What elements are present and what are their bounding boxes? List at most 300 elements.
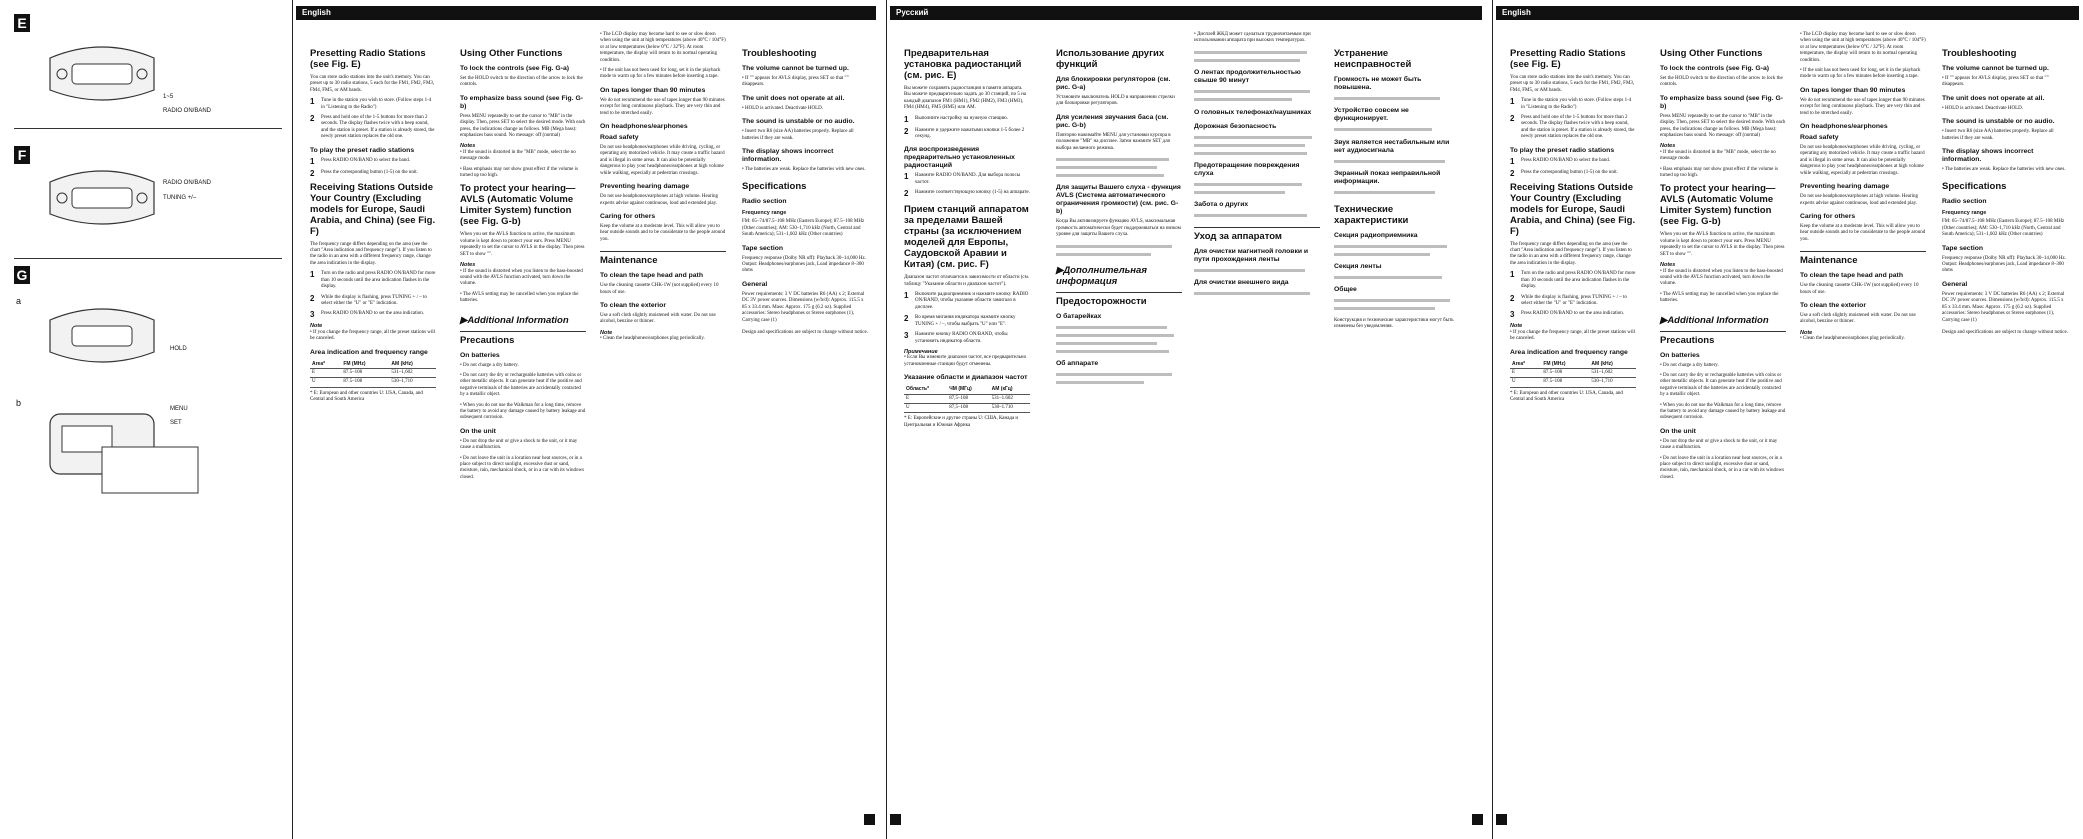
step-text: Turn on the radio and press RADIO ON/BAND for more than 10 seconds until the area indication flashes in the display. [321, 271, 436, 290]
step-number: 1 [904, 291, 909, 301]
subsection-title: Для очистки внешнего вида [1194, 279, 1289, 287]
subsection-title: To emphasize bass sound (see Fig. G-b) [1660, 94, 1783, 110]
page-separator [1492, 0, 1493, 839]
step-text: Нажмите RADIO ON/BAND. Для выбора полосы частот. [915, 173, 1021, 185]
table-note: * E: Европейские и другие страны U: США, Канада и Центральная и Южная Африка [904, 416, 1019, 428]
english-column-3 [600, 32, 726, 347]
trouble-answer: • Insert two R6 (size AA) batteries properly. Replace all batteries if they are weak. [1942, 129, 2068, 142]
table-row [904, 403, 1030, 412]
table-cell: 530–1.710 [990, 403, 1030, 412]
subsection-title: To clean the exterior [1800, 301, 1866, 309]
step [1510, 158, 1636, 166]
step [904, 190, 1030, 198]
section-title: Using Other Functions [1660, 48, 1763, 59]
note-text: • If the sound is distorted in the "MB" mode, select the no message mode. [1660, 150, 1786, 163]
text-placeholder [1194, 142, 1320, 148]
walkman-illustration-e [42, 38, 162, 108]
text-placeholder [1056, 172, 1182, 178]
text-placeholder [1334, 189, 1460, 195]
spec-label: Frequency range [742, 210, 787, 217]
paragraph: The frequency range differs depending on the area (see the chart "Area indication and frequency range"). If you listen to the radio in an area with a different frequency range, change the area indication in the display. [310, 241, 432, 266]
table-title: Area indication and frequency range [1510, 348, 1628, 356]
fig-g-sub-a: a [16, 296, 22, 306]
table-row [904, 394, 1030, 403]
subsection-title: Общее [1334, 286, 1357, 294]
text-placeholder [1334, 243, 1460, 249]
step-text: Нажмите и удержите нажатыми кнопки 1-5 более 2 секунд. [915, 127, 1025, 140]
bullet-text: • Do not leave the unit in a location near heat sources, or in a place subject to direct sunlight, excessive dust or sand, moisture, rain, mechanical shock, or in a car with its windows closed. [460, 456, 586, 482]
step [904, 128, 1030, 141]
frequency-table [310, 360, 436, 388]
text-placeholder [1194, 181, 1320, 187]
table-title: Указание области и диапазон частот [904, 374, 1028, 382]
russian-column-2 [1056, 48, 1182, 387]
step-number: 2 [310, 114, 315, 124]
subsection-title: To clean the tape head and path [1800, 272, 1903, 280]
section-title: Receiving Stations Outside Your Country (Excluding models for Europe, Saudi Arabia, and China) (see Fig. F) [1510, 181, 1636, 237]
table-cell: E [1510, 368, 1541, 377]
section-title: Presetting Radio Stations (see Fig. E) [310, 48, 426, 70]
walkman-illustration-f [42, 162, 162, 232]
step-number: 1 [904, 114, 909, 124]
subsection-title: Для блокировки регуляторов (см. рис. G-a) [1056, 76, 1171, 91]
subsection-title: О батарейках [1056, 312, 1102, 320]
fig-g-label-set: SET [170, 420, 182, 426]
table-row [1510, 368, 1636, 377]
spec-text: FM: 65–74/87.5–108 MHz (Eastern Europe); 87.5–108 MHz (Other countries); AM: 530–1,710 kHz (North, Central and South America); 531–1,602 kHz (Other countries) [742, 219, 865, 238]
table-cell: 531–1,602 [389, 368, 436, 377]
step-text: Tune in the station you wish to store. (Follow steps 1-4 in "Listening to the Radio") [1521, 98, 1632, 110]
text-placeholder [1194, 267, 1320, 273]
table-cell: U [310, 378, 341, 387]
trouble-answer: • If "" appears for AVLS display, press SET so that "" disappears. [742, 76, 868, 89]
subsection-title: Road safety [1800, 134, 1839, 142]
table-header-row [1510, 360, 1636, 369]
section-title: Предварительная установка радиостанций (см. рис. E) [904, 48, 1022, 81]
step-text: Press RADIO ON/BAND to set the area indication. [321, 311, 425, 317]
bullet-text: • The LCD display may become hard to see or slow down when using the unit at high temperatures (above 40°C / 104°F) or at low temperatures (below 0°C / 32°F). At room temperature, the display will return to its normal operating condition. [600, 32, 726, 64]
step-number: 1 [1510, 97, 1515, 107]
table-cell: 87.5–108 [1541, 368, 1589, 377]
paragraph: You can store radio stations into the unit's memory. You can preset up to 30 radio stations, 5 each for the FM1, FM2, FM3, FM4, FM5, or AM bands. [1510, 75, 1635, 93]
trouble-question: Экранный показ неправильной информации. [1334, 170, 1441, 186]
page-marker [890, 814, 901, 825]
table-row [1510, 378, 1636, 387]
language-header: English [296, 6, 876, 20]
bullet-text: • Do not carry the dry or rechargeable batteries with coins or other metallic objects. It can generate heat if the positive and negative terminals of the batteries are accidentally contacted by a metallic object. [460, 373, 586, 399]
table-cell: 87,5–108 [947, 394, 989, 403]
bullet-text: • Do not drop the unit or give a shock to the unit, or it may cause a malfunction. [1660, 439, 1786, 452]
subsection-title: Для воспроизведения предварительно установленных радиостанций [904, 146, 1015, 170]
step-text: Press and hold one of the 1-5 buttons for more than 2 seconds. The display flashes twice with a beep sound, and the station is preset. If a station is already stored, the newly preset station replaces the old one. [321, 115, 435, 140]
spec-text: Power requirements: 3 V DC batteries R6 (AA) x 2; External DC 3V power sources. Dimensions (w/h/d): Approx. 115.5 x 85 x 33.4 mm. Mass: Approx. 175 g (6.2 oz). Supplied accessories: Stereo headphones or Stereo earphones (1), Carrying case (1) [1942, 291, 2065, 323]
table-header: ЧМ (МГц) [947, 385, 989, 394]
note-text: • If the sound is distorted when you listen to the bass-boosted sound with the AVLS function activated, turn down the volume. [460, 269, 586, 288]
step-number: 1 [1510, 270, 1515, 280]
russian-column-4 [1334, 48, 1460, 335]
subsection-title: Preventing hearing damage [1800, 183, 1890, 191]
step [904, 332, 1030, 345]
paragraph: Keep the volume at a moderate level. This will allow you to hear outside sounds and to be considerate to the people around you. [1800, 223, 1926, 242]
table-cell: E [904, 394, 947, 403]
subsection-title: Забота о других [1194, 201, 1249, 209]
trouble-answer: • If "" appears for AVLS display, press SET so that "" disappears. [1942, 76, 2068, 89]
table-cell: 87.5–108 [341, 378, 389, 387]
trouble-question: Громкость не может быть повышена. [1334, 76, 1422, 91]
subsection-title: Road safety [600, 134, 639, 142]
english-page-repeat [1496, 0, 2083, 839]
language-header: Русский [890, 6, 1482, 20]
fig-g-label-menu: MENU [170, 406, 188, 412]
table-header: Area* [310, 360, 341, 369]
table-cell: E [310, 368, 341, 377]
section-title: Использование других функций [1056, 48, 1165, 70]
table-cell: 530–1,710 [389, 378, 436, 387]
section-title: Troubleshooting [1942, 48, 2017, 59]
text-placeholder [1056, 340, 1182, 346]
subsection-title: On batteries [1660, 351, 1700, 359]
subsection-title: Дорожная безопасность [1194, 122, 1277, 130]
text-placeholder [1334, 126, 1460, 132]
subsection-title: On the unit [460, 427, 496, 435]
section-title: Прием станций аппаратом за пределами Вашей страны (за исключением моделей для Европы, Саудовской Аравии и Китая) (см. рис. F) [904, 204, 1029, 271]
step-text: Press RADIO ON/BAND to select the band. [321, 157, 411, 163]
note-text: • The AVLS setting may be cancelled when you replace the batteries. [460, 292, 586, 305]
step [310, 158, 436, 166]
paragraph: Set the HOLD switch to the direction of the arrow to lock the controls. [460, 76, 583, 88]
additional-info-text: Additional Information [467, 314, 569, 326]
step [310, 271, 436, 290]
paragraph: We do not recommend the use of tapes longer than 90 minutes except for long continuous playback. They are very thin and tend to be stretched easily. [600, 97, 725, 116]
english-column-2 [460, 48, 586, 485]
note-text: • If the sound is distorted when you listen to the bass-boosted sound with the AVLS function activated, turn down the volume. [1660, 269, 1786, 288]
section-title: Устранение неисправностей [1334, 48, 1412, 70]
text-placeholder [1194, 88, 1320, 94]
step [1510, 115, 1636, 141]
step-text: While the display is flashing, press TUNING + / – to select either the "U" or "E" indication. [1521, 294, 1627, 306]
subsection-title: General [1942, 280, 1968, 288]
page-separator [292, 0, 293, 839]
text-placeholder [1056, 371, 1182, 377]
section-title: Specifications [742, 181, 807, 193]
fig-f-label-2: TUNING +/– [163, 195, 197, 201]
trouble-answer: • HOLD is activated. Deactivate HOLD. [1942, 106, 2068, 112]
step-number: 2 [310, 293, 315, 303]
english-repeat-column-4 [1942, 48, 2068, 340]
paragraph: Press MENU repeatedly to set the cursor to "MB" in the display. Then, press SET to select the desired mode. With each press, the indications change as follows. MB (Mega bass): emphasizes bass sound. No message: off (normal) [460, 113, 586, 139]
step-number: 3 [904, 331, 909, 341]
fig-g-label-hold: HOLD [170, 346, 187, 352]
table-header-row [904, 385, 1030, 394]
step [310, 115, 436, 141]
paragraph: When you set the AVLS function to active, the maximum volume is kept down to protect your ears. Press MENU repeatedly to set the cursor to AVLS in the display. Then press SET to show "". [460, 232, 585, 257]
note-text: • Clean the headphones/earphones plug periodically. [1800, 336, 1926, 342]
text-placeholder [1056, 324, 1182, 330]
english-column-4 [742, 48, 868, 340]
paragraph: The frequency range differs depending on the area (see the chart "Area indication and frequency range"). If you listen to the radio in an area with a different frequency range, change the area indication in the display. [1510, 241, 1632, 266]
step [310, 170, 436, 178]
step-text: Нажмите соответствующую кнопку (1-5) на аппарате. [915, 190, 1030, 196]
trouble-question: The volume cannot be turned up. [742, 65, 849, 72]
step-text: Press the corresponding button (1-5) on the unit. [321, 169, 418, 175]
note-label: Note [310, 323, 323, 330]
paragraph: Установите выключатель HOLD в направлении стрелки для блокировки регуляторов. [1056, 95, 1175, 107]
page-separator [886, 0, 887, 839]
english-page [296, 0, 884, 839]
table-cell: U [904, 403, 947, 412]
spec-text: Frequency response (Dolby NR off): Playback 30–14,000 Hz. Output: Headphones/earphones jack, Load impedance 8–300 ohms [742, 255, 866, 274]
note-text: • The AVLS setting may be cancelled when you replace the batteries. [1660, 292, 1786, 305]
paragraph: When you set the AVLS function to active, the maximum volume is kept down to protect your ears. Press MENU repeatedly to set the cursor to AVLS in the display. Then press SET to show "". [1660, 232, 1785, 257]
bullet-text: • When you do not use the Walkman for a long time, remove the battery to avoid any damage caused by battery leakage and subsequent corrosion. [460, 403, 586, 422]
paragraph: Do not use headphones/earphones at high volume. Hearing experts advise against continuous, loud and extended play. [600, 194, 719, 206]
subsection-title: To play the preset radio stations [310, 146, 415, 154]
bullet-text: • Do not carry the dry or rechargeable batteries with coins or other metallic objects. It can generate heat if the positive and negative terminals of the batteries are accidentally contacted by a metallic object. [1660, 373, 1786, 399]
trouble-question: Устройство совсем не функционирует. [1334, 107, 1409, 123]
table-cell: 87.5–108 [1541, 378, 1589, 387]
bullet-text: • Do not charge a dry battery. [460, 363, 586, 369]
step [1510, 311, 1636, 319]
text-placeholder [1056, 332, 1182, 338]
step [310, 295, 436, 308]
step-number: 2 [310, 168, 315, 178]
text-placeholder [1056, 164, 1182, 170]
table-note: * E: European and other countries U: USA, Canada, and Central and South America [310, 390, 423, 403]
trouble-answer: • The batteries are weak. Replace the batteries with new ones. [742, 167, 868, 173]
subsection-title: Об аппарате [1056, 360, 1099, 368]
table-header: Area* [1510, 360, 1541, 369]
subsection-title: Секция ленты [1334, 262, 1382, 270]
table-header: FM (MHz) [341, 360, 389, 369]
notes-label: Notes [460, 143, 476, 150]
figure-column [0, 0, 290, 839]
step-text: Выполните настройку на нужную станцию. [915, 115, 1009, 121]
step-text: Press and hold one of the 1-5 buttons for more than 2 seconds. The display flashes twice with a beep sound, and the station is preset. If a station is already stored, the newly preset station replaces the old one. [1521, 115, 1635, 140]
table-cell: U [1510, 378, 1541, 387]
step [1510, 98, 1636, 111]
table-cell: 87,5–108 [947, 403, 989, 412]
subsection-title: On the unit [1660, 427, 1696, 435]
fig-g-sub-b: b [16, 398, 22, 408]
step-number: 2 [904, 314, 909, 324]
table-title: Area indication and frequency range [310, 348, 428, 356]
fig-g-letter: G [14, 266, 30, 284]
paragraph: Press MENU repeatedly to set the cursor to "MB" in the display. Then, press SET to select the desired mode. With each press, the indications change as follows. MB (Mega bass): emphasizes bass sound. No message: off (normal) [1660, 113, 1786, 139]
subsection-title: Для защиты Вашего слуха - функция AVLS (Система автоматического ограничения громкости) (см. рис. G-b) [1056, 184, 1181, 216]
section-title: To protect your hearing—AVLS (Automatic Volume Limiter System) function (see Fig. G-b) [1660, 183, 1776, 228]
table-row [310, 378, 436, 387]
subsection-title: On headphones/earphones [600, 123, 688, 131]
text-placeholder [1334, 297, 1460, 303]
note-text: • Bass emphasis may not show great effect if the volume is turned up too high. [460, 167, 586, 180]
paragraph: Use a soft cloth slightly moistened with water. Do not use alcohol, benzine or thinner. [600, 312, 716, 325]
table-header: AM (kHz) [1589, 360, 1636, 369]
section-title: Specifications [1942, 181, 2007, 193]
subsection-title: Tape section [1942, 244, 1984, 252]
section-title: Presetting Radio Stations (see Fig. E) [1510, 48, 1626, 70]
subsection-title: On batteries [460, 351, 500, 359]
step-number: 2 [904, 189, 909, 199]
note-label: Note [1800, 329, 1813, 336]
table-header: AM (кГц) [990, 385, 1030, 394]
subsection-title: To clean the tape head and path [600, 272, 703, 280]
footer-text: Конструкция и технические характеристики могут быть изменены без уведомления. [1334, 317, 1454, 330]
additional-info-title: ▶Additional Information [460, 314, 569, 326]
english-column-1 [310, 48, 436, 408]
step [904, 292, 1030, 311]
section-title: Precautions [1660, 331, 1786, 346]
subsection-title: Tape section [742, 244, 784, 252]
step-text: Нажмите кнопку RADIO ON/BAND, чтобы установить индикатор области. [915, 332, 1008, 344]
note-label: Note [600, 329, 613, 336]
step [1510, 295, 1636, 308]
text-placeholder [1194, 189, 1320, 195]
paragraph: Do not use headphones/earphones while driving, cycling, or operating any motorized vehicle. It may create a traffic hazard and is illegal in some areas. It can also be potentially dangerous to play your headphones/earphones at high volume while walking, especially at pedestrian crossings. [600, 145, 725, 176]
step-number: 3 [310, 310, 315, 320]
step-number: 1 [310, 97, 315, 107]
footer-text: Design and specifications are subject to change without notice. [1942, 329, 2068, 335]
subsection-title: On tapes longer than 90 minutes [600, 86, 706, 94]
frequency-table [1510, 360, 1636, 388]
step-number: 1 [904, 172, 909, 182]
section-title: Уход за аппаратом [1194, 227, 1320, 242]
text-placeholder [1056, 243, 1182, 249]
page-marker [1496, 814, 1507, 825]
spec-label: Frequency range [1942, 210, 1987, 217]
trouble-question: The display shows incorrect information. [1942, 148, 2034, 164]
subsection-title: Radio section [1942, 198, 1987, 206]
english-repeat-column-2 [1660, 48, 1786, 485]
note-text: • If you change the frequency range, all the preset stations will be canceled. [310, 330, 436, 343]
step-number: 2 [1510, 168, 1515, 178]
trouble-question: The sound is unstable or no audio. [742, 118, 855, 126]
walkman-illustration-g-a [42, 300, 162, 370]
text-placeholder [1194, 49, 1320, 55]
note-text: • Clean the headphones/earphones plug periodically. [600, 336, 726, 342]
bullet-text: • If the unit has not been used for long, set it in the playback mode to warm up for a few minutes before inserting a tape. [1800, 68, 1926, 81]
trouble-question: The unit does not operate at all. [1942, 94, 2045, 102]
fig-e-letter: E [14, 14, 30, 32]
table-row [310, 368, 436, 377]
russian-column-1 [904, 48, 1030, 433]
section-title: Предосторожности [1056, 292, 1182, 307]
subsection-title: Секция радиоприемника [1334, 231, 1418, 239]
spec-text: FM: 65–74/87.5–108 MHz (Eastern Europe); 87.5–108 MHz (Other countries); AM: 530–1,710 kHz (North, Central and South America); 531–1,602 kHz (Other countries) [1942, 219, 2065, 238]
step-text: Press the corresponding button (1-5) on the unit. [1521, 169, 1618, 175]
text-placeholder [1334, 305, 1460, 311]
section-title: Using Other Functions [460, 48, 563, 59]
table-header: AM (kHz) [389, 360, 436, 369]
table-cell: 531–1,602 [1589, 368, 1636, 377]
russian-column-3 [1194, 32, 1320, 298]
text-placeholder [1056, 251, 1182, 257]
text-placeholder [1194, 57, 1320, 63]
step [1510, 170, 1636, 178]
section-title: Precautions [460, 331, 586, 346]
table-cell: 530–1,710 [1589, 378, 1636, 387]
step-text: Press RADIO ON/BAND to set the area indication. [1521, 311, 1625, 317]
step-text: Tune in the station you wish to store. (Follow steps 1-4 in "Listening to the Radio") [321, 98, 432, 110]
notes-label: Notes [460, 262, 476, 269]
divider [14, 128, 282, 129]
note-label: Примечание [904, 348, 938, 355]
text-placeholder [1194, 150, 1320, 156]
bullet-text: • Дисплей ЖКД может сделаться трудночитаемым при использовании аппарата при высоких температурах. [1194, 32, 1320, 45]
subsection-title: To lock the controls (see Fig. G-a) [1660, 65, 1770, 72]
additional-info-text: Дополнительная информация [1056, 264, 1147, 287]
paragraph: Вы можете сохранять радиостанции в памяти аппарата. Вы можете предварительно задать до 30 станций, по 5 на каждый диапазон FM1 (НМ1), FM2 (НМ2), FM3 (НМ3), FM4 (НМ4), FM5 (НМ5) или AM. [904, 86, 1026, 111]
text-placeholder [1194, 212, 1320, 218]
additional-info-title: ▶Additional Information [1660, 314, 1769, 326]
text-placeholder [1194, 290, 1320, 296]
paragraph: Use a soft cloth slightly moistened with water. Do not use alcohol, benzine or thinner. [1800, 312, 1916, 325]
step [904, 116, 1030, 124]
step-text: Включите радиоприемник и нажмите кнопку RADIO ON/BAND, чтобы указание области замигало в дисплее. [915, 292, 1029, 310]
table-header: Область* [904, 385, 947, 394]
notes-label: Notes [1660, 143, 1676, 150]
step-number: 1 [1510, 156, 1515, 166]
trouble-question: The display shows incorrect information. [742, 148, 834, 164]
bullet-text: • The LCD display may become hard to see or slow down when using the unit at high temperatures (above 40°C / 104°F) or at low temperatures (below 0°C / 32°F). At room temperature, the display will return to its normal operating condition. [1800, 32, 1926, 64]
step [310, 98, 436, 111]
footer-text: Design and specifications are subject to change without notice. [742, 329, 868, 335]
trouble-question: The sound is unstable or no audio. [1942, 118, 2055, 126]
table-header: FM (MHz) [1541, 360, 1589, 369]
language-header: English [1496, 6, 2079, 20]
text-placeholder [1056, 379, 1182, 385]
paragraph: We do not recommend the use of tapes longer than 90 minutes except for long continuous playback. They are very thin and tend to be stretched easily. [1800, 97, 1925, 116]
paragraph: Когда Вы активизируете функцию AVLS, максимальная громкость автоматически будет поддерживаться на низком уровне для защиты Вашего слуха. [1056, 219, 1181, 238]
subsection-title: Для усиления звучания баса (см. рис. G-b) [1056, 113, 1169, 129]
paragraph: You can store radio stations into the unit's memory. You can preset up to 30 radio stations, 5 each for the FM1, FM2, FM3, FM4, FM5, or AM bands. [310, 75, 435, 93]
figure-page [0, 0, 292, 839]
subsection-title: Radio section [742, 198, 787, 206]
table-header-row [310, 360, 436, 369]
bullet-text: • When you do not use the Walkman for a long time, remove the battery to avoid any damage caused by battery leakage and subsequent corrosion. [1660, 403, 1786, 422]
subsection-title: On tapes longer than 90 minutes [1800, 86, 1906, 94]
text-placeholder [1334, 274, 1460, 280]
step [904, 315, 1030, 328]
trouble-question: Звук является нестабильным или нет аудиосигнала [1334, 138, 1450, 154]
display-panel-illustration [100, 445, 200, 495]
text-placeholder [1334, 158, 1460, 164]
subsection-title: Caring for others [600, 212, 656, 220]
trouble-answer: • HOLD is activated. Deactivate HOLD. [742, 106, 868, 112]
note-label: Note [1510, 323, 1523, 330]
step-text: Press RADIO ON/BAND to select the band. [1521, 157, 1611, 163]
note-text: • Если Вы измените диапазон частот, все предварительно установленные станции будут отменены. [904, 355, 1030, 368]
fig-f-label-1: RADIO ON/BAND [163, 180, 212, 186]
page-marker [864, 814, 875, 825]
bullet-text: • If the unit has not been used for long, set it in the playback mode to warm up for a few minutes before inserting a tape. [600, 68, 726, 81]
paragraph: Диапазон частот отличается в зависимости от области (см. таблицу "Указание области и диапазон частот"). [904, 275, 1030, 287]
subsection-title: To lock the controls (see Fig. G-a) [460, 65, 570, 72]
note-text: • If you change the frequency range, all the preset stations will be canceled. [1510, 330, 1636, 343]
step-number: 2 [1510, 114, 1515, 124]
bullet-text: • Do not drop the unit or give a shock to the unit, or it may cause a malfunction. [460, 439, 586, 452]
step [310, 311, 436, 319]
step-number: 3 [1510, 310, 1515, 320]
section-title: Receiving Stations Outside Your Country (Excluding models for Europe, Saudi Arabia, and China) (see Fig. F) [310, 181, 436, 237]
fig-e-label-2: RADIO ON/BAND [163, 108, 212, 114]
subsection-title: On headphones/earphones [1800, 123, 1888, 131]
subsection-title: О лентах продолжительностью свыше 90 минут [1194, 69, 1301, 85]
divider [14, 258, 282, 259]
step-number: 2 [1510, 293, 1515, 303]
step-number: 1 [310, 270, 315, 280]
bullet-text: • Do not leave the unit in a location near heat sources, or in a place subject to direct sunlight, excessive dust or sand, moisture, rain, mechanical shock, or in a car with its windows closed. [1660, 456, 1786, 482]
spec-text: Power requirements: 3 V DC batteries R6 (AA) x 2; External DC 3V power sources. Dimensions (w/h/d): Approx. 115.5 x 85 x 33.4 mm. Mass: Approx. 175 g (6.2 oz). Supplied accessories: Stereo headphones or Stereo earphones (1), Carrying case (1) [742, 291, 865, 323]
